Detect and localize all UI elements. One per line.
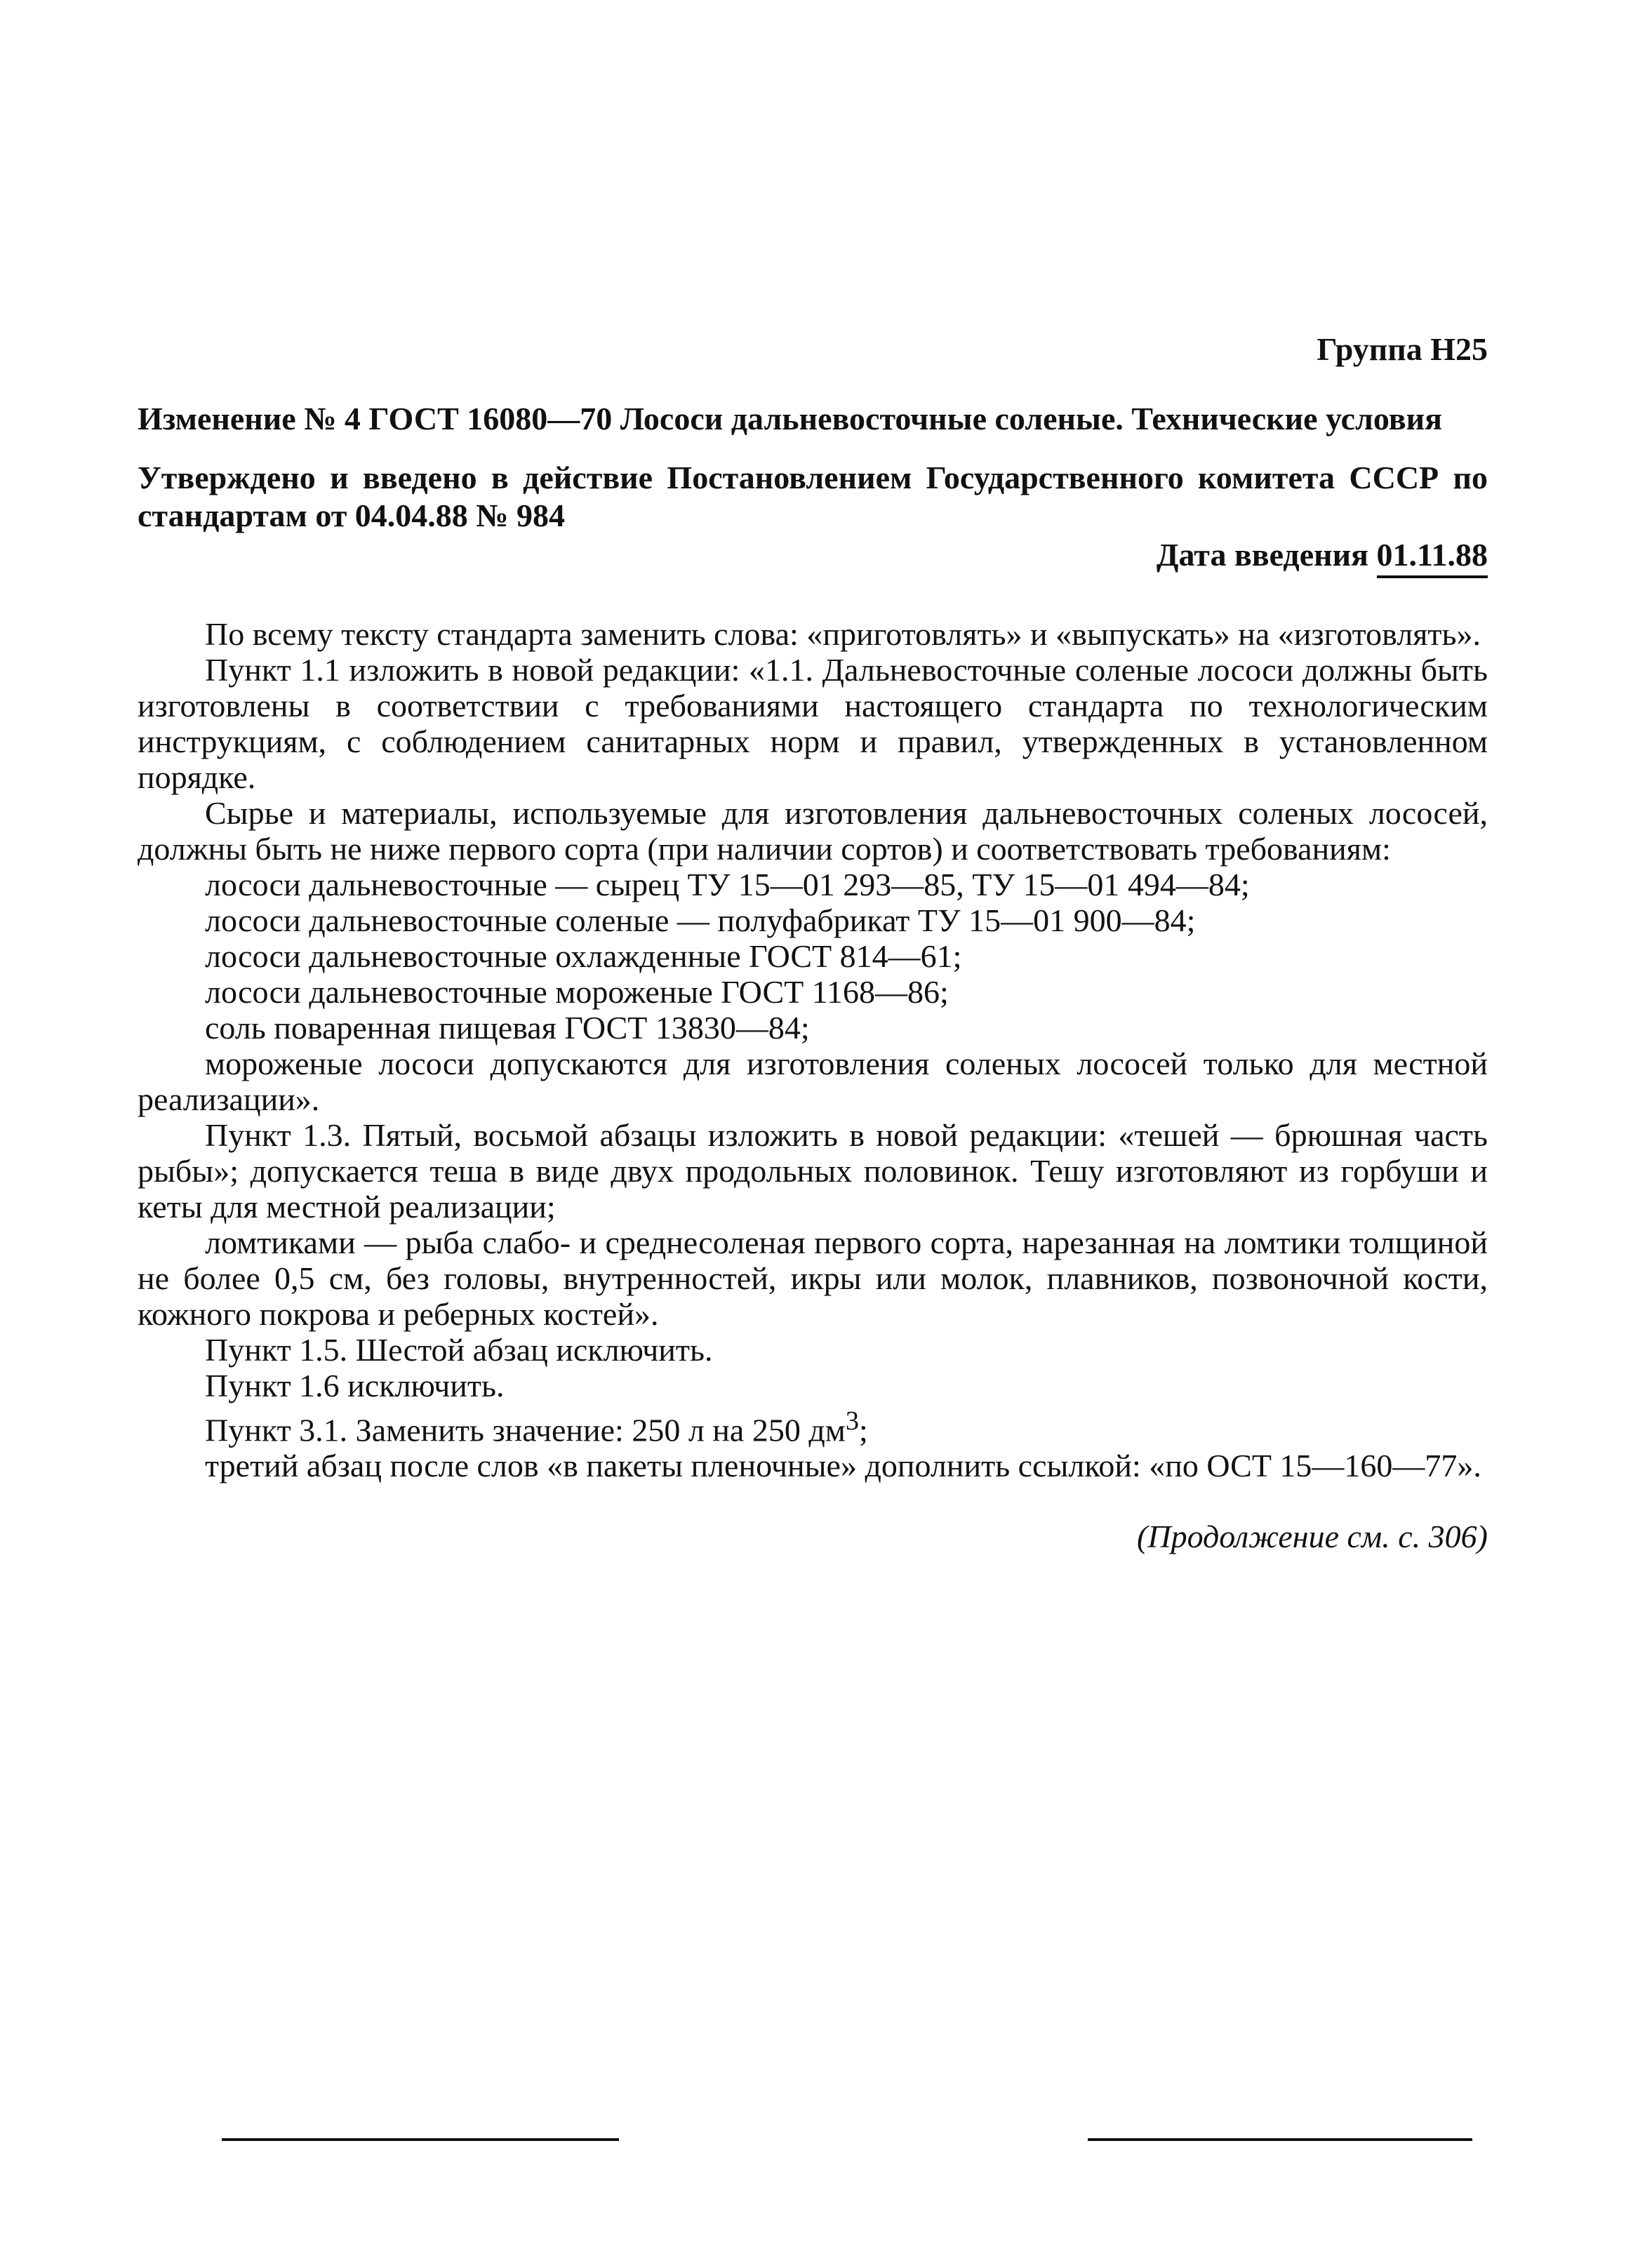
unit-exponent: 3	[845, 1406, 860, 1436]
paragraph: Пункт 1.1 изложить в новой редакции: «1.1. Дальневосточные соленые лососи должны быть изготовлены в соответствии с требованиями настоящего стандарта по технологическим инструкциям, с соблюдением санитарных норм и правил, утвержденных в установленном порядке.	[138, 652, 1488, 795]
amendment-heading: Изменение № 4 ГОСТ 16080—70 Лососи дальневосточные соленые. Технические условия	[138, 401, 1442, 436]
unit-change-text: Пункт 3.1. Заменить значение: 250 л на 250 дм	[205, 1412, 846, 1448]
amendment-body	[138, 616, 1488, 1483]
requirement-item: соль поваренная пищевая ГОСТ 13830—84;	[205, 1010, 810, 1046]
effective-date	[138, 535, 1488, 575]
requirement-item: лососи дальневосточные — сырец ТУ 15—01 293—85, ТУ 15—01 494—84;	[205, 867, 1250, 902]
document-page	[138, 330, 1488, 1556]
requirement-item: лососи дальневосточные охлажденные ГОСТ 814—61;	[205, 938, 962, 974]
date-label: Дата введения	[1156, 537, 1369, 573]
requirement-item: лососи дальневосточные соленые — полуфабрикат ТУ 15—01 900—84;	[205, 902, 1196, 938]
footer-rule-left	[222, 2138, 619, 2141]
footer-rule-right	[1088, 2138, 1472, 2141]
continuation-note: (Продолжение см. с. 306)	[1137, 1519, 1488, 1555]
group-code: Группа Н25	[1317, 331, 1488, 367]
paragraph: По всему тексту стандарта заменить слова: «приготовлять» и «выпускать» на «изготовлять».	[205, 616, 1481, 652]
paragraph: Пункт 1.6 исключить.	[205, 1368, 505, 1403]
paragraph: мороженые лососи допускаются для изготовления соленых лососей только для местной реализации».	[138, 1046, 1488, 1117]
paragraph: Сырье и материалы, используемые для изготовления дальневосточных соленых лососей, должны быть не ниже первого сорта (при наличии сортов) и соответствовать требованиям:	[138, 795, 1488, 867]
date-value: 01.11.88	[1377, 537, 1488, 578]
paragraph: ломтиками — рыба слабо- и среднесоленая первого сорта, нарезанная на ломтики толщиной не более 0,5 см, без головы, внутренностей, икры или молок, плавников, позвоночной кости, кожного покрова и реберных костей».	[138, 1225, 1488, 1332]
unit-change-end: ;	[859, 1412, 868, 1448]
paragraph	[138, 1403, 1488, 1448]
paragraph: Пункт 1.3. Пятый, восьмой абзацы изложить в новой редакции: «тешей — брюшная часть рыбы»; допускается теша в виде двух продольных половинок. Тешу изготовляют из горбуши и кеты для местной реализации;	[138, 1117, 1488, 1225]
paragraph: третий абзац после слов «в пакеты пленочные» дополнить ссылкой: «по ОСТ 15—160—77».	[205, 1448, 1481, 1484]
approval-statement: Утверждено и введено в действие Постановлением Государственного комитета СССР по стандартам от 04.04.88 № 984	[138, 460, 1488, 533]
requirement-item: лососи дальневосточные мороженые ГОСТ 1168—86;	[205, 974, 949, 1010]
paragraph: Пункт 1.5. Шестой абзац исключить.	[205, 1332, 713, 1368]
